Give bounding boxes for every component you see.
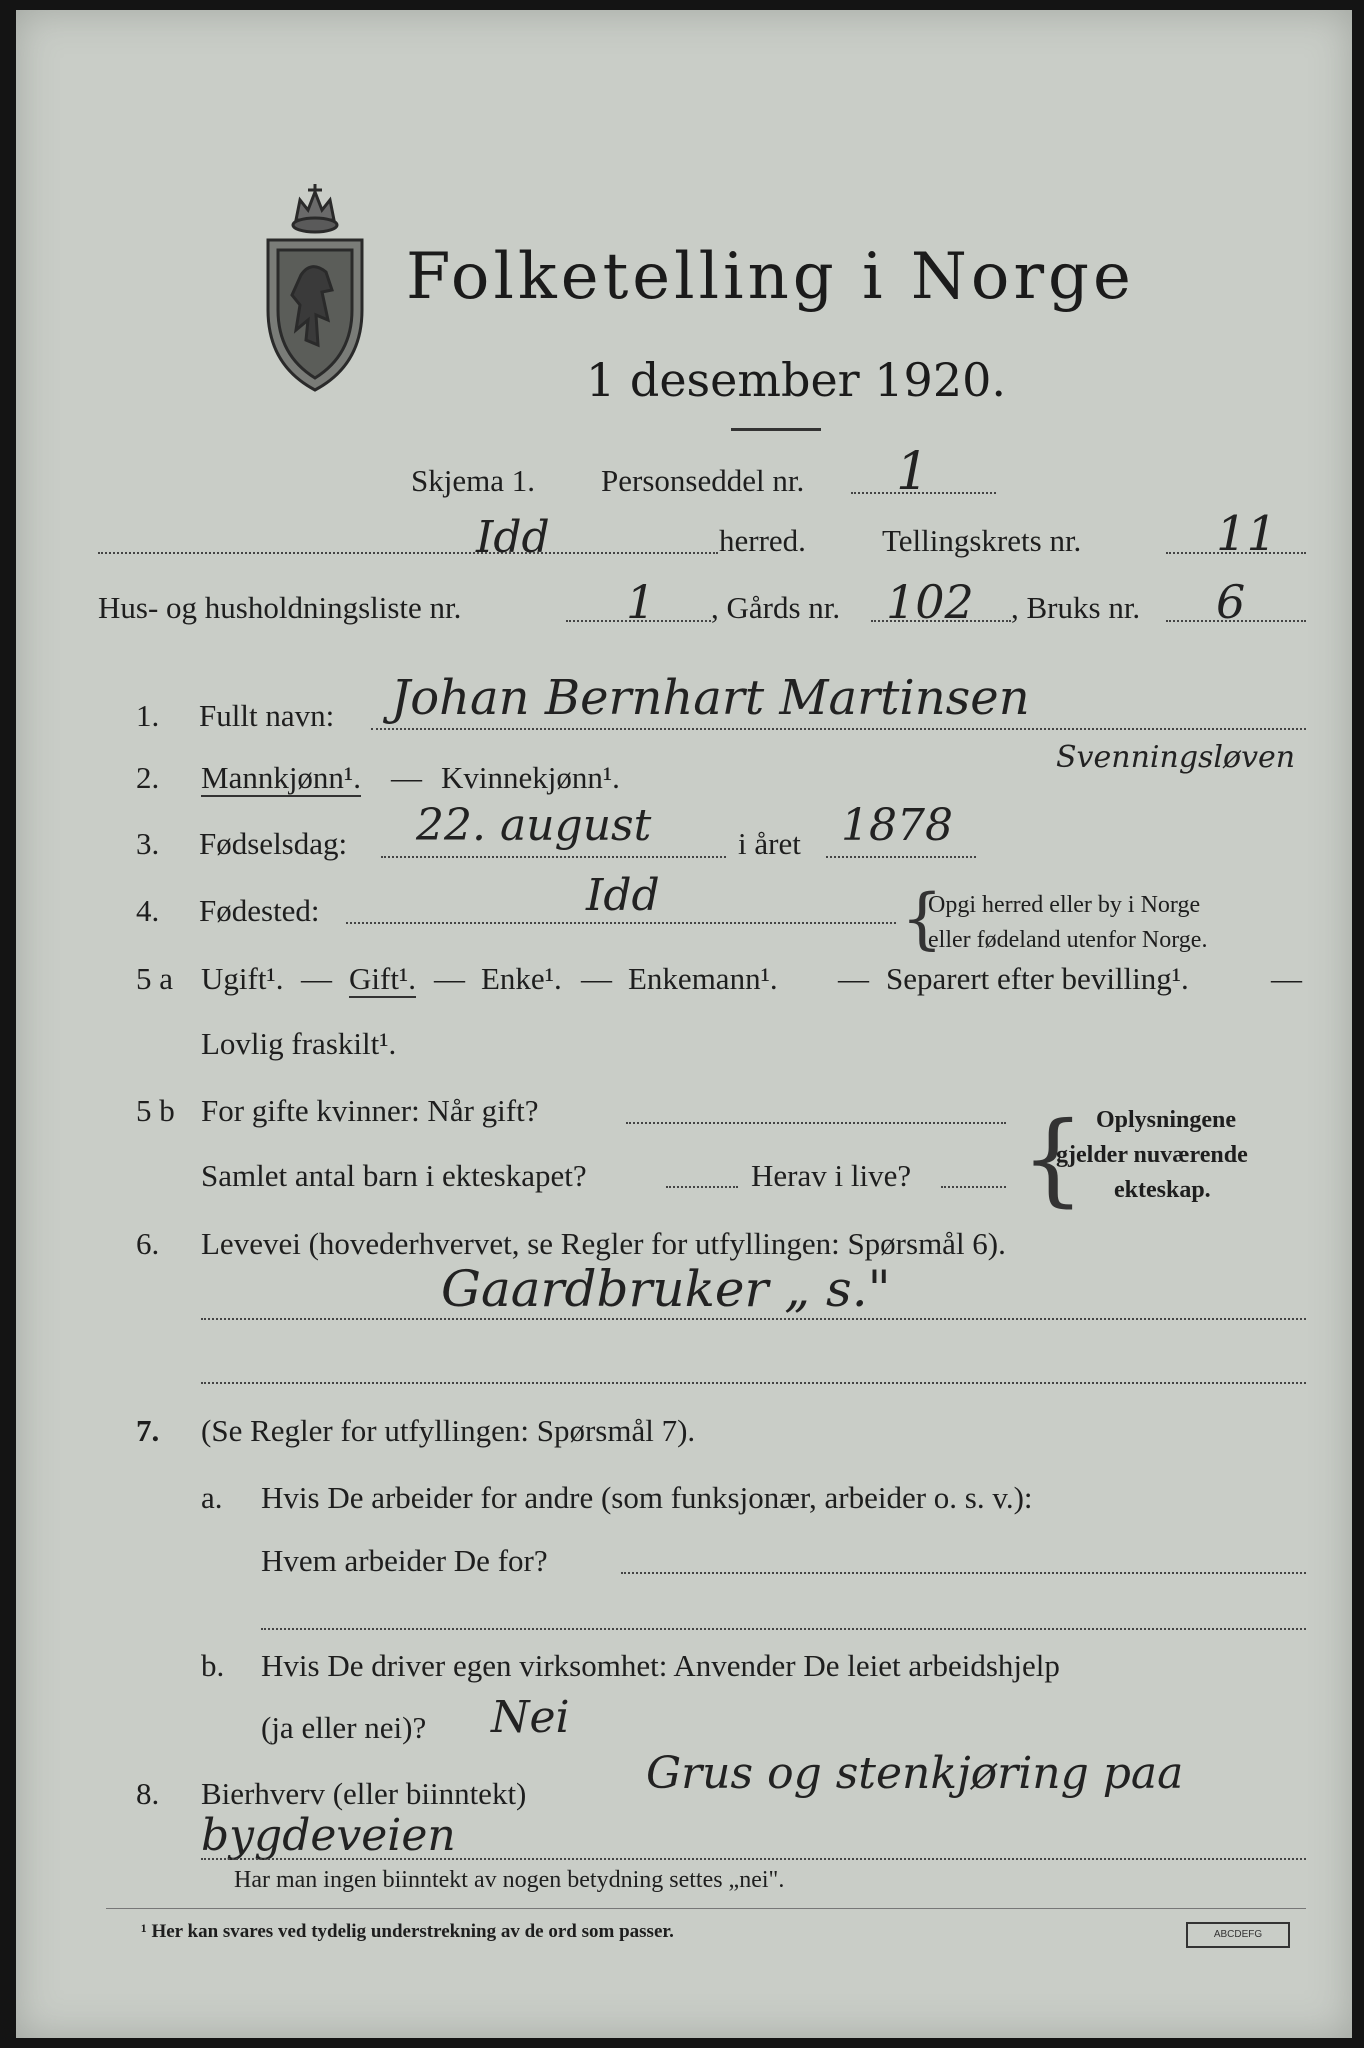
q8-number: 8. [136,1776,160,1811]
bruks-value: 6 [1216,575,1246,629]
q7a-label: Hvis De arbeider for andre (som funksjonær, arbeider o. s. v.): [261,1480,1033,1515]
q4-line [346,922,896,924]
footer-divider [106,1908,1306,1909]
q8-line [201,1858,1306,1860]
q3-number: 3. [136,826,160,861]
q5a-ugift: Ugift¹. [201,961,284,996]
q3-line [381,856,726,858]
q4-number: 4. [136,893,160,928]
q5b-number: 5 b [136,1093,175,1128]
q5b-label-i-live: Herav i live? [751,1158,912,1193]
q4-note-line2: eller fødeland utenfor Norge. [928,927,1208,953]
q5b-label-barn: Samlet antal barn i ekteskapet? [201,1158,587,1193]
footnote: ¹ Her kan svares ved tydelig understrekning av de ord som passer. [141,1921,674,1942]
tellingskrets-label: Tellingskrets nr. [882,523,1082,558]
q5a-dash3: — [581,961,612,996]
herred-value: Idd [476,512,550,563]
q7b-letter: b. [201,1648,225,1683]
q3-value: 22. august [416,800,652,851]
q5b-note-line2: gjelder nuværende [1056,1142,1248,1168]
herred-line [98,552,718,554]
q6-value: Gaardbruker „ s." [441,1260,891,1318]
q7b-label2: (ja eller nei)? [261,1710,427,1745]
census-form-page [16,10,1352,2038]
q5a-enke: Enke¹. [481,961,562,996]
q7-label: (Se Regler for utfyllingen: Spørsmål 7). [201,1413,696,1448]
q7-number: 7. [136,1413,160,1448]
q7b-value: Nei [491,1692,570,1743]
q1-line [371,728,1306,730]
gards-value: 102 [886,575,974,629]
q4-brace: { [901,880,943,957]
q5b-i-live-line [941,1186,1006,1188]
q6-line2 [201,1382,1306,1384]
q5a-dash4: — [838,961,869,996]
q2-female-option: Kvinnekjønn¹. [441,760,620,795]
q2-male-option: Mannkjønn¹. [201,760,361,795]
q5a-dash5: — [1271,961,1302,996]
q4-label: Fødested: [199,893,320,928]
q3-year-label: i året [738,826,801,861]
q2-number: 2. [136,760,160,795]
q2-separator: — [391,760,422,795]
q6-number: 6. [136,1226,160,1261]
q5b-label-naar-gift: For gifte kvinner: Når gift? [201,1093,539,1128]
q5b-note-line1: Oplysningene [1096,1107,1237,1133]
q4-note-line1: Opgi herred eller by i Norge [928,892,1201,918]
q1-label: Fullt navn: [199,698,335,733]
q8-value-line2: bygdeveien [201,1810,456,1861]
hus-label: Hus- og husholdningsliste nr. [98,590,462,625]
hus-value: 1 [626,575,656,629]
q1-value: Johan Bernhart Martinsen [391,670,1030,726]
printer-stamp: ABCDEFG [1186,1922,1290,1948]
q5a-number: 5 a [136,961,174,996]
q8-note: Har man ingen biinntekt av nogen betydning settes „nei". [234,1867,785,1893]
q3-year-value: 1878 [841,800,953,851]
q1-extra-name: Svenningsløven [1056,740,1296,775]
norway-coat-of-arms-icon [256,180,374,395]
census-date: 1 desember 1920. [586,353,1006,407]
q6-label: Levevei (hovederhvervet, se Regler for utfyllingen: Spørsmål 6). [201,1226,1006,1261]
tellingskrets-value: 11 [1216,506,1278,562]
q7a-label2: Hvem arbeider De for? [261,1543,548,1578]
gards-label: , Gårds nr. [711,590,841,625]
q6-line1 [201,1318,1306,1320]
personseddel-value: 1 [896,442,930,502]
q5b-barn-line [666,1186,738,1188]
q5b-brace: { [1021,1100,1085,1217]
q8-label: Bierhverv (eller biinntekt) [201,1776,527,1811]
q7a-letter: a. [201,1480,223,1515]
personseddel-label: Personseddel nr. [601,463,805,498]
q5a-separert: Separert efter bevilling¹. [886,961,1189,996]
q1-number: 1. [136,698,160,733]
page-title: Folketelling i Norge [406,240,1135,314]
bruks-label: , Bruks nr. [1011,590,1141,625]
q8-value-line1: Grus og stenkjøring paa [646,1748,1184,1799]
q5b-note-line3: ekteskap. [1114,1177,1211,1203]
q5a-enkemann: Enkemann¹. [628,961,778,996]
q5a-lovlig-fraskilt: Lovlig fraskilt¹. [201,1026,397,1061]
herred-label: herred. [719,523,806,558]
q7b-label: Hvis De driver egen virksomhet: Anvender De leiet arbeidshjelp [261,1648,1060,1683]
q7a-line1 [621,1572,1306,1574]
schema-label: Skjema 1. [411,463,535,498]
q7a-line2 [261,1628,1306,1630]
q3-year-line [826,856,976,858]
q5a-gift: Gift¹. [349,961,416,996]
q4-value: Idd [586,870,660,921]
q5a-dash2: — [434,961,465,996]
title-divider [731,428,821,431]
q5b-naar-gift-line [626,1122,1006,1124]
q3-label: Fødselsdag: [199,826,348,861]
q5a-dash1: — [301,961,332,996]
